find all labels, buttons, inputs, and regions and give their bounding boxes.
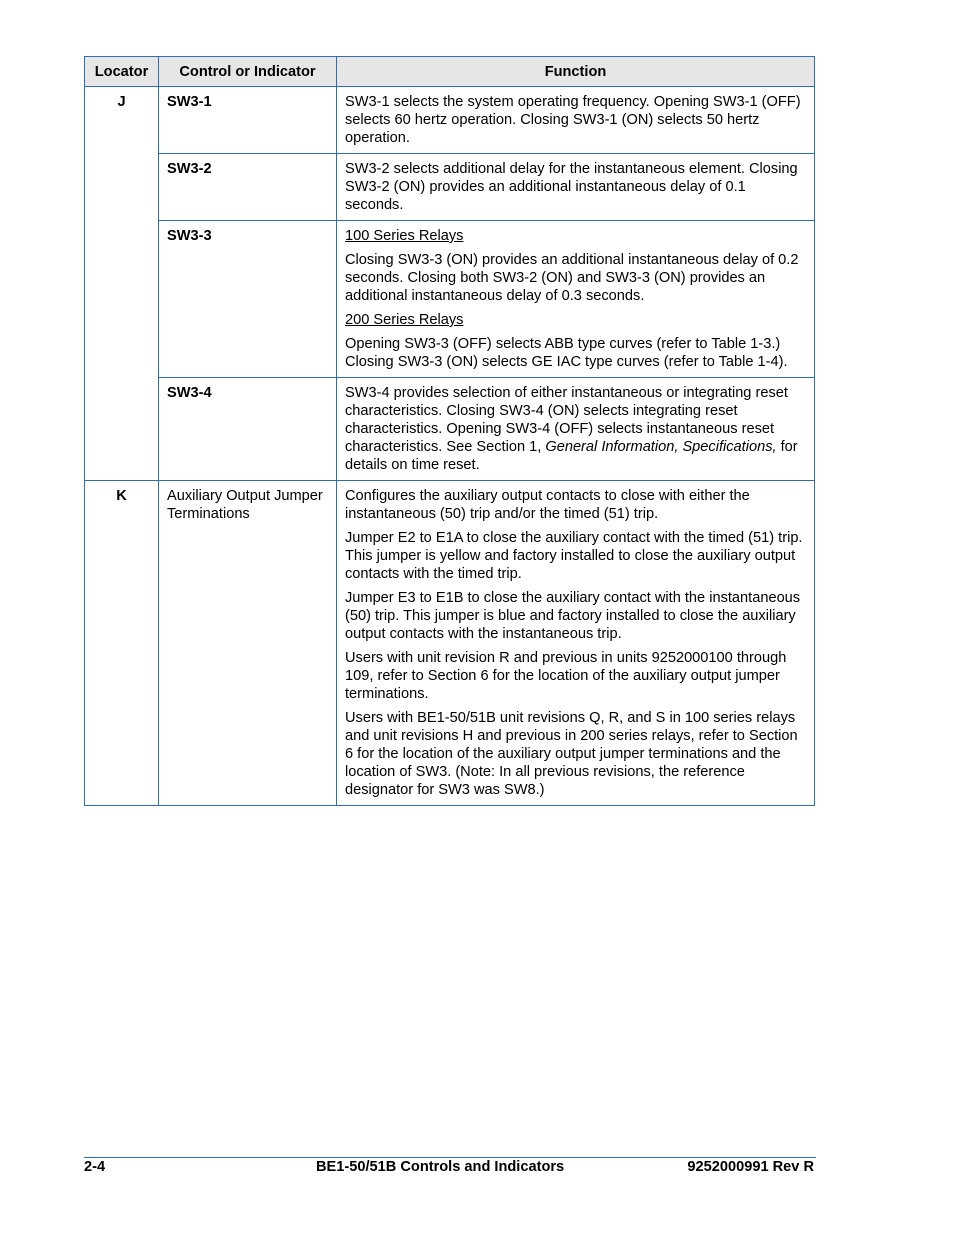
function-cell <box>337 221 815 378</box>
function-text: Configures the auxiliary output contacts to close with either the instantaneous (50) trip and/or the timed (51) trip. <box>345 488 750 522</box>
function-text-part: for details on time reset. <box>345 439 798 473</box>
header-locator: Locator <box>85 57 159 87</box>
control-cell: SW3-3 <box>159 221 337 378</box>
table-row <box>85 87 815 154</box>
footer-document-number: 9252000991 Rev R <box>687 1159 814 1175</box>
control-cell: SW3-4 <box>159 378 337 481</box>
function-text: Users with BE1-50/51B unit revisions Q, R, and S in 100 series relays and unit revisions H and previous in 200 series relays, refer to Section 6 for the location of the auxiliary output jumper terminations and the location of SW3. (Note: In all previous revisions, the reference designator for SW3 was SW8.) <box>345 710 798 798</box>
function-cell <box>337 154 815 221</box>
footer-divider <box>84 1157 816 1158</box>
function-text: Jumper E3 to E1B to close the auxiliary contact with the instantaneous (50) trip. This jumper is blue and factory installed to close the auxiliary output contacts with the instantaneous trip. <box>345 590 801 642</box>
function-text: Opening SW3-3 (OFF) selects ABB type curves (refer to Table 1-3.) Closing SW3-3 (ON) selects GE IAC type curves (refer to Table 1-4). <box>345 336 788 370</box>
function-text: Closing SW3-3 (ON) provides an additional instantaneous delay of 0.2 seconds. Closing both SW3-2 (ON) and SW3-3 (ON) provides an additional instantaneous delay of 0.3 seconds. <box>345 252 799 304</box>
table-row <box>85 221 815 378</box>
function-cell <box>337 87 815 154</box>
locator-cell: K <box>85 481 159 806</box>
locator-cell: J <box>85 87 159 481</box>
subheading-100-series: 100 Series Relays <box>345 228 464 244</box>
table-row <box>85 154 815 221</box>
function-text: SW3-2 selects additional delay for the instantaneous element. Closing SW3-2 (ON) provides an additional instantaneous delay of 0.1 seconds. <box>345 161 798 213</box>
footer-title: BE1-50/51B Controls and Indicators <box>316 1159 565 1175</box>
function-cell <box>337 481 815 806</box>
table-header-row <box>85 57 815 87</box>
function-text: SW3-1 selects the system operating frequency. Opening SW3-1 (OFF) selects 60 hertz operation. Closing SW3-1 (ON) selects 50 hertz operation. <box>345 94 801 146</box>
subheading-200-series: 200 Series Relays <box>345 312 464 328</box>
function-text: Jumper E2 to E1A to close the auxiliary contact with the timed (51) trip. This jumper is yellow and factory installed to close the auxiliary output contacts with the timed trip. <box>345 530 803 582</box>
table-row <box>85 481 815 806</box>
controls-table <box>84 56 815 806</box>
header-function: Function <box>337 57 815 87</box>
control-cell: Auxiliary Output Jumper Terminations <box>159 481 337 806</box>
footer-page-number: 2-4 <box>84 1159 106 1175</box>
header-control: Control or Indicator <box>159 57 337 87</box>
function-text-part: SW3-4 provides selection of either instantaneous or integrating reset characteristics. Closing SW3-4 (ON) selects integrating reset characteristics. Opening SW3-4 (OFF) selects instantaneous reset characteristics. See Section 1, <box>345 385 788 455</box>
table-row <box>85 378 815 481</box>
function-text: Users with unit revision R and previous in units 9252000100 through 109, refer to Section 6 for the location of the auxiliary output jumper terminations. <box>345 650 787 702</box>
function-text <box>345 384 806 474</box>
function-text-italic: General Information, Specifications, <box>545 439 777 455</box>
control-cell: SW3-2 <box>159 154 337 221</box>
control-cell: SW3-1 <box>159 87 337 154</box>
function-cell <box>337 378 815 481</box>
